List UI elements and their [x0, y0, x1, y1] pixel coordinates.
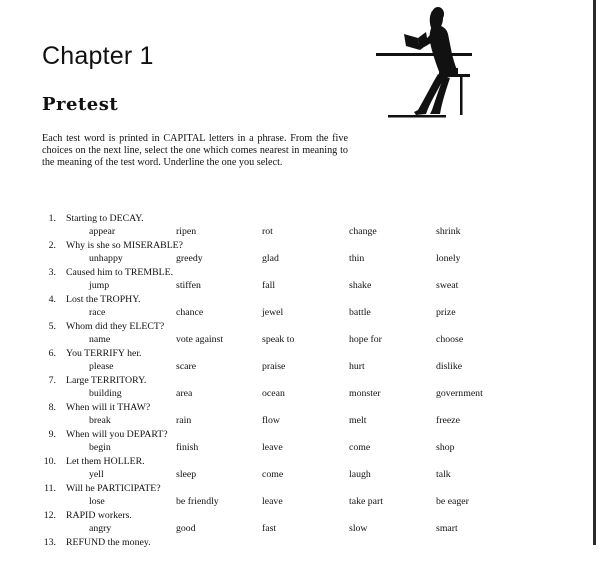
choice[interactable]: chance: [176, 307, 204, 318]
choice[interactable]: dislike: [436, 361, 463, 372]
choice[interactable]: shrink: [436, 226, 461, 237]
choice-row: [0, 388, 596, 401]
question-item: [0, 348, 596, 375]
choice[interactable]: melt: [349, 415, 367, 426]
choice-row: [0, 469, 596, 482]
question-item: [0, 213, 596, 240]
choice[interactable]: change: [349, 226, 377, 237]
choice-row: [0, 523, 596, 536]
question-number: 1.: [48, 213, 56, 224]
choice[interactable]: greedy: [176, 253, 203, 264]
choice[interactable]: race: [89, 307, 106, 318]
choice[interactable]: hurt: [349, 361, 365, 372]
question-item: [0, 294, 596, 321]
question-number: 8.: [48, 402, 56, 413]
question-number: 11.: [44, 483, 56, 494]
choice[interactable]: begin: [89, 442, 111, 453]
choice[interactable]: good: [176, 523, 196, 534]
choice[interactable]: slow: [349, 523, 368, 534]
choice[interactable]: angry: [89, 523, 112, 534]
question-prompt: Will he PARTICIPATE?: [66, 483, 161, 494]
choice-row: [0, 226, 596, 239]
choice-row: [0, 253, 596, 266]
choice[interactable]: rain: [176, 415, 192, 426]
question-number: 12.: [43, 510, 56, 521]
choice[interactable]: be friendly: [176, 496, 219, 507]
question-number: 5.: [48, 321, 56, 332]
choice[interactable]: shop: [436, 442, 455, 453]
question-prompt: Lost the TROPHY.: [66, 294, 141, 305]
question-number: 2.: [48, 240, 56, 251]
instructions-text: Each test word is printed in CAPITAL letters in a phrase. From the five choices on the next line, select the one which comes nearest in meaning to the meaning of the test word. Underline the one you select.: [42, 133, 348, 168]
question-item: [0, 402, 596, 429]
choice[interactable]: hope for: [349, 334, 382, 345]
section-title: Pretest: [42, 94, 119, 115]
choice[interactable]: prize: [436, 307, 456, 318]
choice[interactable]: break: [89, 415, 111, 426]
choice[interactable]: ocean: [262, 388, 285, 399]
chapter-title: Chapter 1: [42, 42, 154, 70]
question-item: [0, 267, 596, 294]
choice[interactable]: take part: [349, 496, 383, 507]
choice[interactable]: building: [89, 388, 122, 399]
choice[interactable]: come: [262, 469, 284, 480]
question-item: [0, 483, 596, 510]
question-prompt: Let them HOLLER.: [66, 456, 145, 467]
choice[interactable]: jump: [89, 280, 110, 291]
question-list: [0, 213, 596, 564]
choice[interactable]: appear: [89, 226, 116, 237]
choice[interactable]: fast: [262, 523, 277, 534]
question-prompt: RAPID workers.: [66, 510, 132, 521]
choice[interactable]: yell: [89, 469, 104, 480]
choice[interactable]: ripen: [176, 226, 197, 237]
choice[interactable]: jewel: [262, 307, 284, 318]
question-number: 7.: [48, 375, 56, 386]
question-item: [0, 240, 596, 267]
choice[interactable]: sweat: [436, 280, 459, 291]
choice[interactable]: leave: [262, 442, 283, 453]
choice[interactable]: unhappy: [89, 253, 123, 264]
choice[interactable]: shake: [349, 280, 372, 291]
choice[interactable]: lose: [89, 496, 105, 507]
choice[interactable]: leave: [262, 496, 283, 507]
choice[interactable]: please: [89, 361, 114, 372]
choice[interactable]: speak to: [262, 334, 295, 345]
question-number: 10.: [43, 456, 56, 467]
question-prompt: When will you DEPART?: [66, 429, 168, 440]
choice-row: [0, 334, 596, 347]
question-number: 13.: [43, 537, 56, 548]
choice-row: [0, 361, 596, 374]
question-item: [0, 429, 596, 456]
choice-row: [0, 307, 596, 320]
choice[interactable]: government: [436, 388, 483, 399]
choice[interactable]: talk: [436, 469, 451, 480]
question-prompt: Why is she so MISERABLE?: [66, 240, 184, 251]
choice[interactable]: battle: [349, 307, 371, 318]
choice[interactable]: rot: [262, 226, 273, 237]
choice[interactable]: fall: [262, 280, 276, 291]
choice-row: [0, 496, 596, 509]
question-number: 9.: [48, 429, 56, 440]
question-prompt: You TERRIFY her.: [66, 348, 142, 359]
choice[interactable]: stiffen: [176, 280, 201, 291]
question-item: [0, 537, 596, 564]
question-prompt: Large TERRITORY.: [66, 375, 147, 386]
choice[interactable]: be eager: [436, 496, 469, 507]
question-item: [0, 510, 596, 537]
question-number: 4.: [48, 294, 56, 305]
question-number: 6.: [48, 348, 56, 359]
choice[interactable]: thin: [349, 253, 365, 264]
question-item: [0, 456, 596, 483]
choice[interactable]: vote against: [176, 334, 224, 345]
question-prompt: Starting to DECAY.: [66, 213, 144, 224]
question-number: 3.: [48, 267, 56, 278]
choice-row: [0, 442, 596, 455]
choice[interactable]: laugh: [349, 469, 371, 480]
choice[interactable]: glad: [262, 253, 279, 264]
woman-reading-icon: [374, 2, 478, 120]
question-prompt: Whom did they ELECT?: [66, 321, 165, 332]
choice-row: [0, 280, 596, 293]
choice[interactable]: name: [89, 334, 111, 345]
choice[interactable]: finish: [176, 442, 199, 453]
choice[interactable]: freeze: [436, 415, 460, 426]
choice[interactable]: sleep: [176, 469, 197, 480]
choice[interactable]: area: [176, 388, 193, 399]
choice[interactable]: come: [349, 442, 371, 453]
question-prompt: REFUND the money.: [66, 537, 151, 548]
choice[interactable]: praise: [262, 361, 286, 372]
choice[interactable]: flow: [262, 415, 280, 426]
choice-row: [0, 415, 596, 428]
question-prompt: Caused him to TREMBLE.: [66, 267, 174, 278]
choice[interactable]: smart: [436, 523, 458, 534]
choice[interactable]: lonely: [436, 253, 461, 264]
question-item: [0, 375, 596, 402]
choice[interactable]: choose: [436, 334, 464, 345]
question-prompt: When will it THAW?: [66, 402, 151, 413]
choice[interactable]: scare: [176, 361, 197, 372]
question-item: [0, 321, 596, 348]
choice[interactable]: monster: [349, 388, 381, 399]
